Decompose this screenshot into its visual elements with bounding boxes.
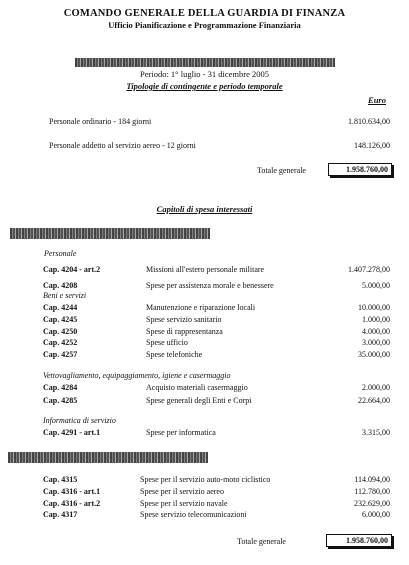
cap-4285: Cap. 4285 bbox=[43, 396, 78, 405]
cap-4208-desc: Spese per assistenza morale e benessere bbox=[146, 281, 274, 290]
contingent-row-1-label: Personale ordinario - 184 giorni bbox=[49, 117, 152, 126]
cap-4316-art2: Cap. 4316 - art.2 bbox=[43, 499, 101, 508]
section1-total-box: 1.958.760,00 bbox=[328, 163, 392, 176]
cap-4245-amount: 1.000,00 bbox=[362, 315, 390, 324]
cap-4284-amount: 2.000,00 bbox=[362, 383, 390, 392]
cap-4317: Cap. 4317 bbox=[43, 510, 78, 519]
cap-4315: Cap. 4315 bbox=[43, 475, 78, 484]
cap-4284: Cap. 4284 bbox=[43, 383, 78, 392]
office-subtitle: Ufficio Pianificazione e Programmazione Finanziaria bbox=[108, 20, 301, 30]
cap-4316-art2-desc: Spese per il servizio navale bbox=[140, 499, 228, 508]
cap-4316-art1-amount: 112.780,00 bbox=[354, 487, 390, 496]
cap-4208-amount: 5.000,00 bbox=[362, 281, 390, 290]
cap-4291: Cap. 4291 - art.1 bbox=[43, 428, 101, 437]
cap-4257-amount: 35.000,00 bbox=[358, 350, 390, 359]
group-heading-vettovagliamento: Vettovagliamento, equipaggiamento, igiene e casermaggio bbox=[43, 371, 231, 380]
cap-4315-desc: Spese per il servizio auto-moto ciclistico bbox=[140, 475, 271, 484]
currency-label: Euro bbox=[368, 95, 386, 105]
cap-4285-amount: 22.664,00 bbox=[358, 396, 390, 405]
redacted-group-heading-1 bbox=[10, 228, 210, 239]
redacted-title-bar bbox=[75, 58, 335, 67]
cap-4204: Cap. 4204 - art.2 bbox=[43, 265, 101, 274]
cap-4316-art1-desc: Spese per il servizio aereo bbox=[140, 487, 224, 496]
cap-4244: Cap. 4244 bbox=[43, 303, 78, 312]
cap-4316-art1: Cap. 4316 - art.1 bbox=[43, 487, 101, 496]
cap-4252-amount: 3.000,00 bbox=[362, 338, 390, 347]
cap-4250: Cap. 4250 bbox=[43, 327, 78, 336]
cap-4208: Cap. 4208 bbox=[43, 281, 78, 290]
cap-4315-amount: 114.094,00 bbox=[354, 475, 390, 484]
cap-4204-desc: Missioni all'estero personale militare bbox=[146, 265, 265, 274]
cap-4245: Cap. 4245 bbox=[43, 315, 78, 324]
contingent-row-2-amount: 148.126,00 bbox=[354, 141, 390, 150]
cap-4244-amount: 10.000,00 bbox=[358, 303, 390, 312]
cap-4204-amount: 1.407.278,00 bbox=[348, 265, 390, 274]
cap-4257: Cap. 4257 bbox=[43, 350, 78, 359]
period-line: Periodo: 1° luglio - 31 dicembre 2005 bbox=[140, 69, 269, 79]
redacted-group-heading-2 bbox=[8, 452, 208, 463]
cap-4245-desc: Spese servizio sanitario bbox=[146, 315, 222, 324]
contingent-row-1-amount: 1.810.634,00 bbox=[348, 117, 390, 126]
section1-total-label: Totale generale bbox=[257, 166, 306, 175]
cap-4250-desc: Spese di rappresentanza bbox=[146, 327, 223, 336]
cap-4252-desc: Spese ufficio bbox=[146, 338, 188, 347]
section1-title: Tipologie di contingente e periodo temporale bbox=[126, 81, 283, 91]
section2-total-label: Totale generale bbox=[237, 537, 286, 546]
section2-title: Capitoli di spesa interessati bbox=[156, 204, 253, 214]
contingent-row-2-label: Personale addetto al servizio aereo - 12 giorni bbox=[49, 141, 196, 150]
cap-4291-desc: Spese per informatica bbox=[146, 428, 216, 437]
org-title: COMANDO GENERALE DELLA GUARDIA DI FINANZA bbox=[63, 8, 346, 19]
cap-4317-amount: 6.000,00 bbox=[362, 510, 390, 519]
cap-4252: Cap. 4252 bbox=[43, 338, 78, 347]
cap-4284-desc: Acquisto materiali casermaggio bbox=[146, 383, 248, 392]
cap-4316-art2-amount: 232.629,00 bbox=[354, 499, 390, 508]
section2-total-box: 1.958.760,00 bbox=[326, 534, 392, 547]
group-heading-personale: Personale bbox=[44, 249, 77, 258]
cap-4317-desc: Spese servizio telecomunicazioni bbox=[140, 510, 247, 519]
cap-4291-amount: 3.315,00 bbox=[362, 428, 390, 437]
cap-4244-desc: Manutenzione e riparazione locali bbox=[146, 303, 256, 312]
cap-4250-amount: 4.000,00 bbox=[362, 327, 390, 336]
group-heading-informatica: Informatica di servizio bbox=[43, 416, 116, 425]
cap-4285-desc: Spese generali degli Enti e Corpi bbox=[146, 396, 252, 405]
cap-4257-desc: Spese telefoniche bbox=[146, 350, 203, 359]
group-heading-beni-servizi: Beni e servizi bbox=[43, 291, 87, 300]
